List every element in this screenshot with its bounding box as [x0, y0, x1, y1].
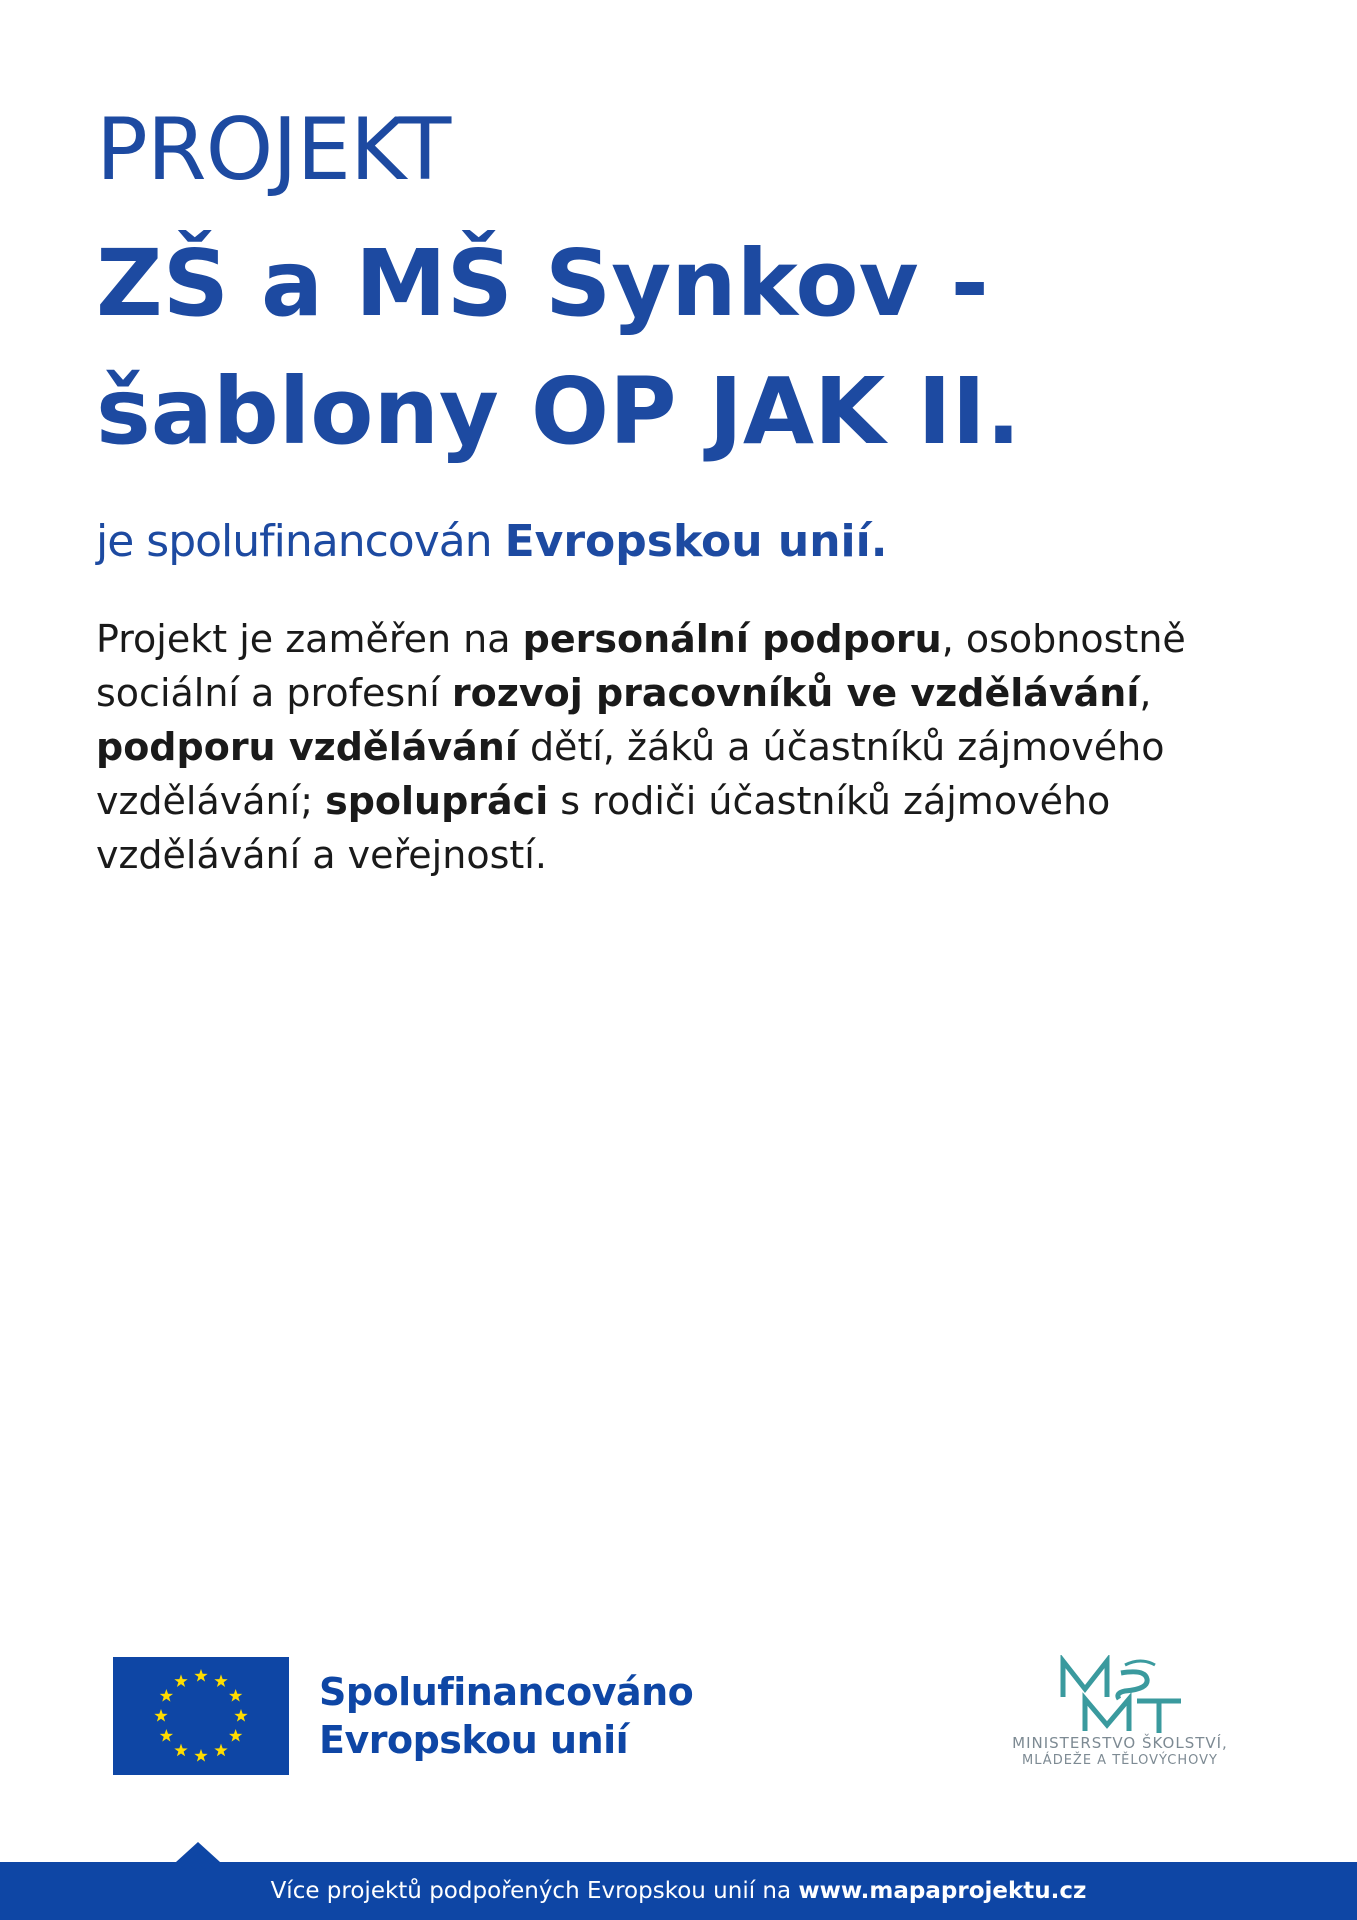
eu-star-icon — [194, 1749, 207, 1762]
msmt-name-line-2: MLÁDEŽE A TĚLOVÝCHOVY — [1022, 1753, 1218, 1768]
eu-stars-icon — [113, 1657, 289, 1775]
description-line-3 — [96, 720, 1196, 774]
eu-star-icon — [154, 1709, 167, 1722]
subtitle-prefix: je spolufinancován — [96, 516, 505, 567]
eu-star-icon — [174, 1674, 187, 1687]
cofinanced-subtitle — [96, 514, 1276, 570]
eu-star-icon — [214, 1674, 227, 1687]
eu-star-icon — [229, 1689, 242, 1702]
description-line-2 — [96, 666, 1196, 720]
text-bold-run: personální podporu — [522, 617, 942, 661]
msmt-name-line-1: MINISTERSTVO ŠKOLSTVÍ, — [1012, 1734, 1228, 1752]
footer-notch — [176, 1842, 220, 1862]
subtitle-emphasis: Evropskou unií. — [504, 516, 888, 567]
project-title — [96, 220, 1276, 476]
eu-star-icon — [214, 1744, 227, 1757]
eu-logo-text — [319, 1668, 693, 1764]
msmt-name — [985, 1735, 1255, 1769]
eu-flag-icon — [113, 1657, 289, 1775]
eu-star-icon — [234, 1709, 247, 1722]
text-run: s rodiči účastníků zájmového — [548, 779, 1111, 823]
project-kicker: PROJEKT — [96, 100, 451, 200]
footer-link[interactable]: www.mapaprojektu.cz — [798, 1878, 1087, 1904]
text-run: , — [1139, 671, 1152, 715]
text-bold-run: rozvoj pracovníků ve vzdělávání — [451, 671, 1140, 715]
text-bold-run: podporu vzdělávání — [96, 725, 518, 769]
text-bold-run: spolupráci — [325, 779, 549, 823]
footer-text: Více projektů podpořených Evropskou unií na — [270, 1878, 799, 1904]
footer-bar — [0, 1862, 1357, 1920]
eu-logo-line-1: Spolufinancováno — [319, 1670, 694, 1714]
text-run: , osobnostně — [941, 617, 1186, 661]
text-run: sociální a profesní — [96, 671, 452, 715]
text-run: Projekt je zaměřen na — [96, 617, 523, 661]
project-description — [96, 612, 1196, 882]
description-line-1 — [96, 612, 1196, 666]
eu-star-icon — [229, 1729, 242, 1742]
eu-star-icon — [160, 1729, 173, 1742]
eu-star-icon — [174, 1744, 187, 1757]
project-title-line-1: ZŠ a MŠ Synkov - — [96, 230, 989, 337]
project-title-line-2: šablony OP JAK II. — [96, 358, 1021, 465]
eu-star-icon — [160, 1689, 173, 1702]
text-run: dětí, žáků a účastníků zájmového — [517, 725, 1165, 769]
eu-star-icon — [194, 1669, 207, 1682]
description-line-4 — [96, 774, 1196, 828]
description-line-5 — [96, 828, 1196, 882]
msmt-monogram-icon — [1055, 1655, 1185, 1735]
text-run: vzdělávání; — [96, 779, 326, 823]
eu-cofinanced-logo — [113, 1657, 693, 1775]
text-run: vzdělávání a veřejností. — [96, 833, 547, 877]
poster-content — [96, 100, 1276, 882]
eu-logo-line-2: Evropskou unií — [319, 1718, 629, 1762]
msmt-logo — [985, 1655, 1255, 1769]
